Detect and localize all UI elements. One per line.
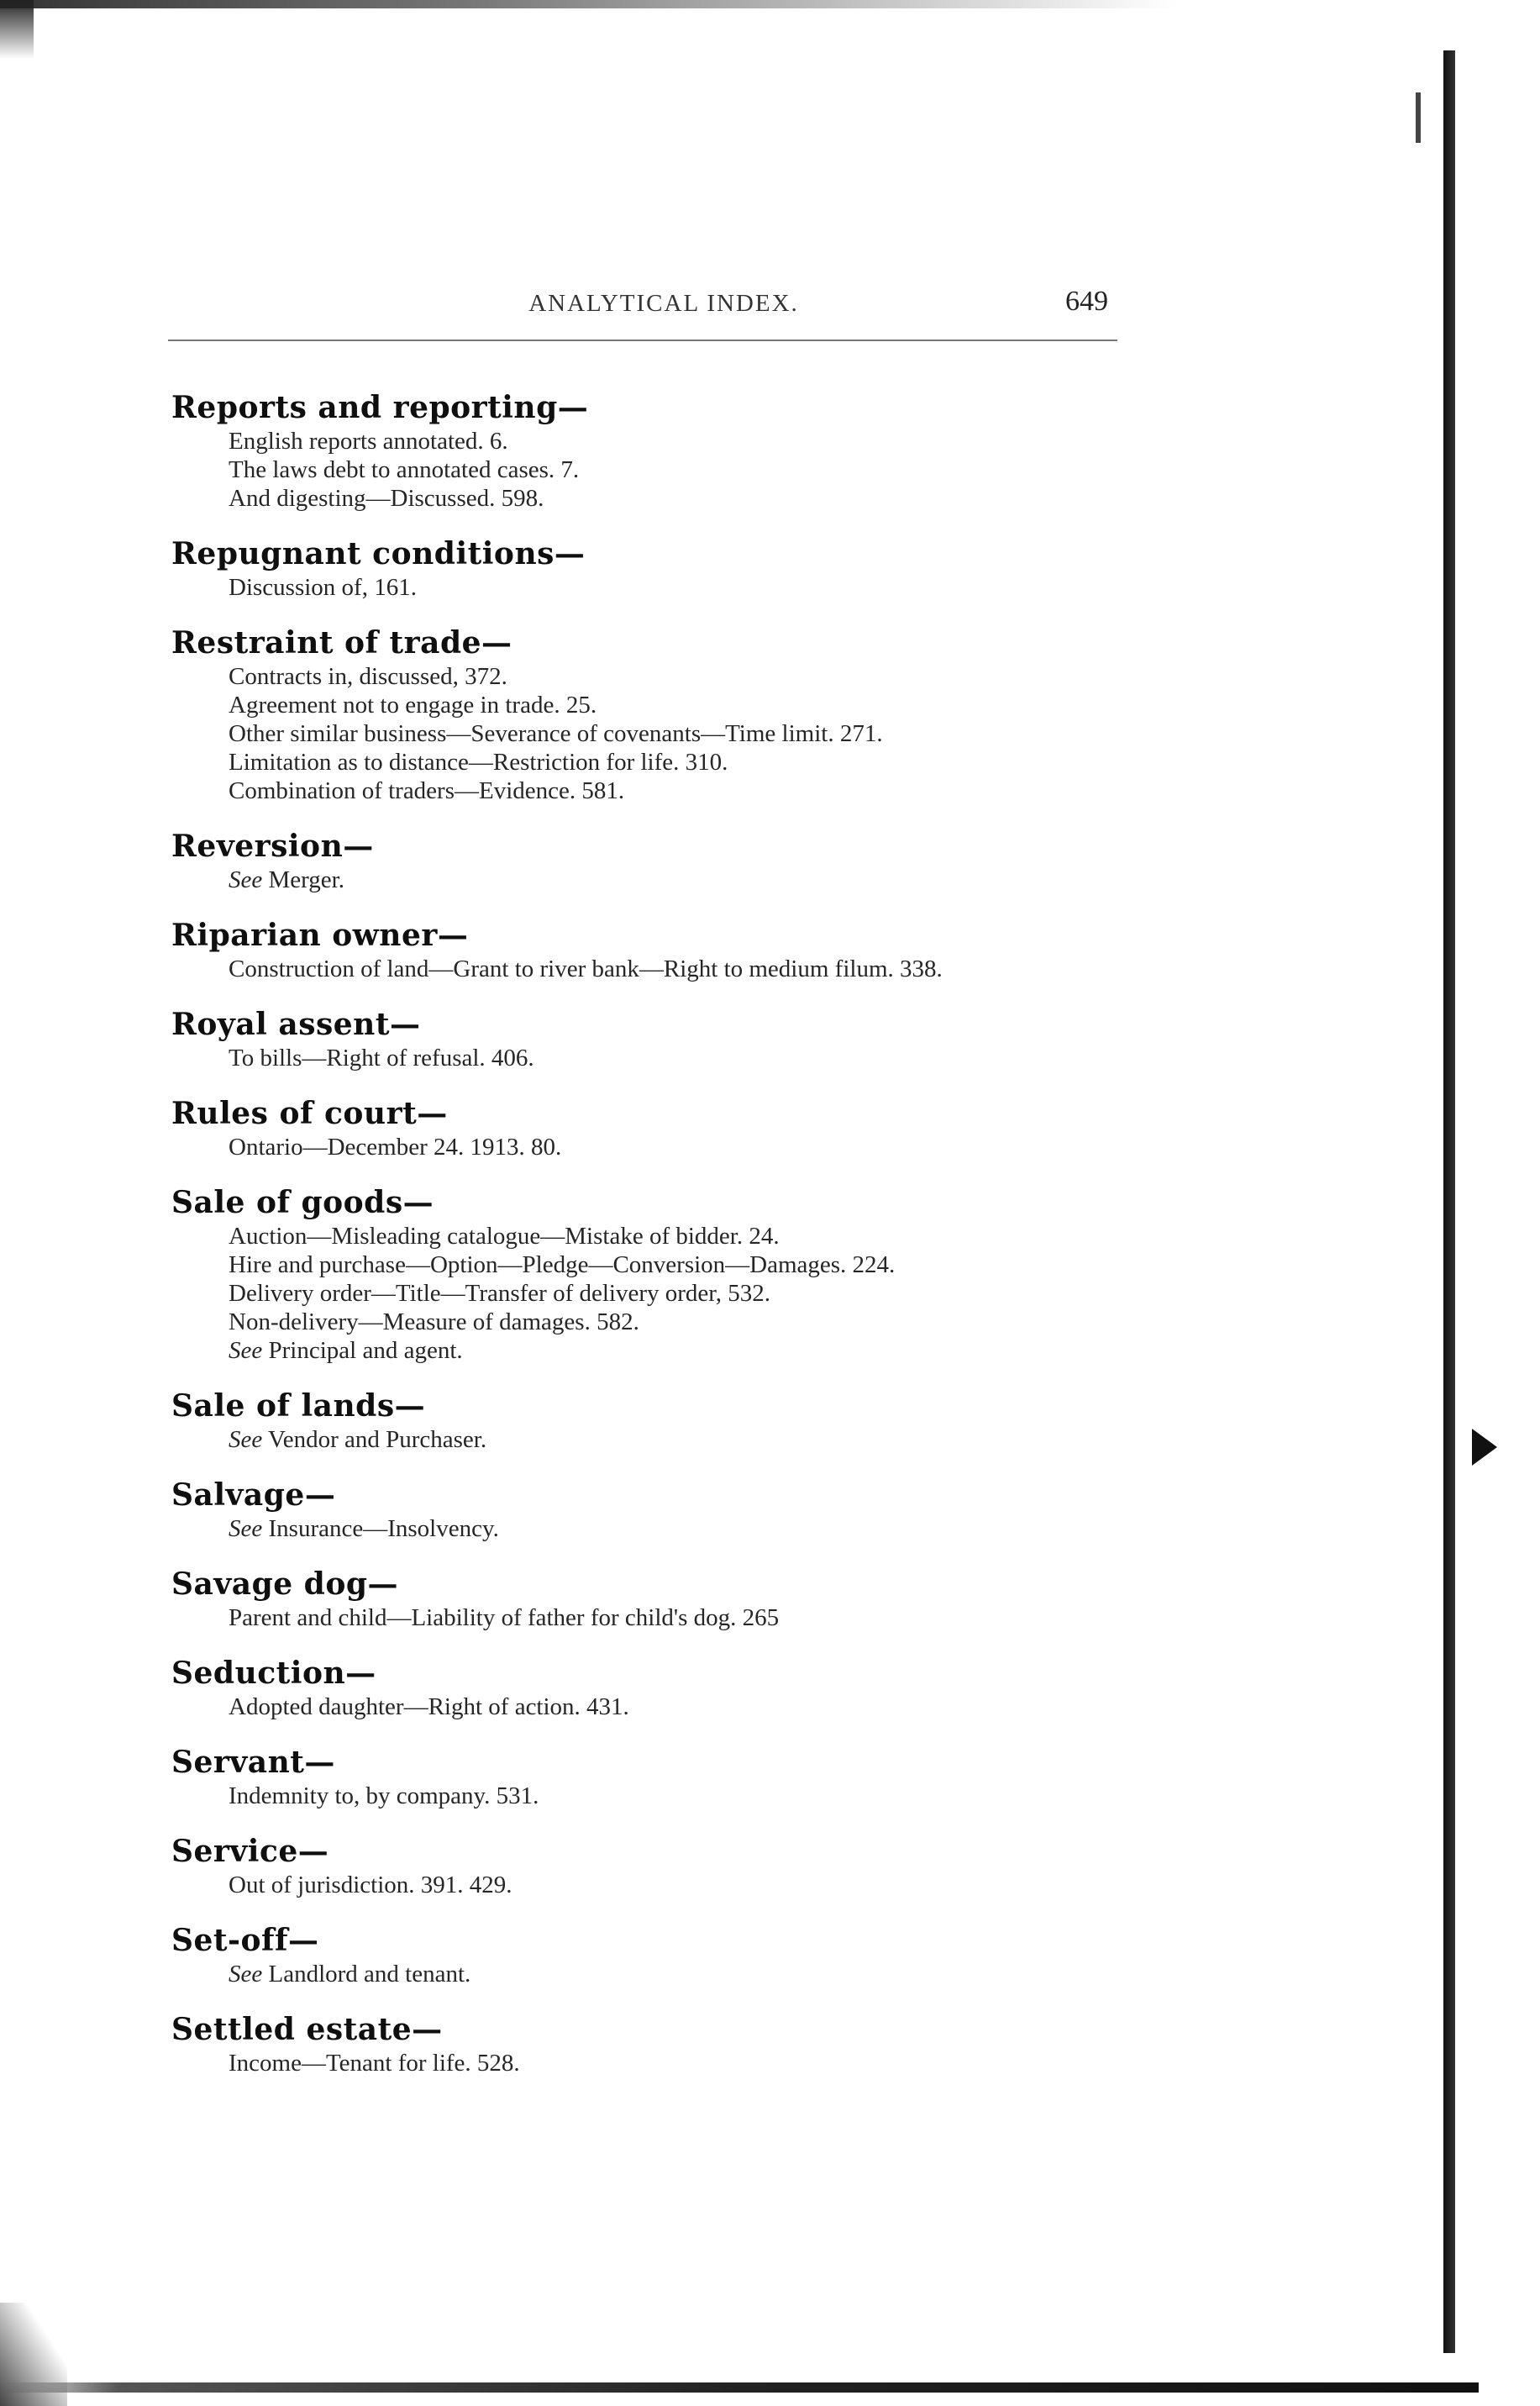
subheading-text: Discussion of, 161. bbox=[229, 574, 417, 601]
subheading-text: Limitation as to distance—Restriction for life. 310. bbox=[229, 749, 728, 776]
entry-heading: Sale of lands— bbox=[171, 1388, 426, 1424]
subheading-text: Principal and agent. bbox=[268, 1337, 463, 1364]
see-reference-label: See bbox=[229, 1426, 263, 1453]
index-entry bbox=[171, 1005, 1180, 1072]
entry-heading: Sale of goods— bbox=[171, 1185, 434, 1220]
index-entry bbox=[171, 1743, 1180, 1810]
scan-notch bbox=[1472, 1429, 1497, 1466]
subheading-text: Delivery order—Title—Transfer of delivery order, 532. bbox=[229, 1280, 771, 1307]
entry-heading: Reports and reporting— bbox=[171, 390, 589, 425]
entry-subheading bbox=[229, 866, 1180, 894]
index-entry bbox=[171, 1387, 1180, 1454]
index-entries bbox=[171, 388, 1180, 2099]
subheading-text: Adopted daughter—Right of action. 431. bbox=[229, 1693, 629, 1720]
subheading-text: Hire and purchase—Option—Pledge—Conversion—Damages. 224. bbox=[229, 1251, 896, 1278]
entry-heading: Reversion— bbox=[171, 829, 374, 864]
entry-heading: Savage dog— bbox=[171, 1566, 399, 1602]
entry-subheading bbox=[229, 1514, 1180, 1543]
entry-subheading bbox=[229, 1693, 1180, 1721]
entry-subheading bbox=[229, 662, 1180, 691]
subheading-text: And digesting—Discussed. 598. bbox=[229, 485, 544, 512]
entry-heading: Salvage— bbox=[171, 1477, 336, 1513]
subheading-text: Auction—Misleading catalogue—Mistake of bidder. 24. bbox=[229, 1223, 780, 1250]
subheading-text: English reports annotated. 6. bbox=[229, 428, 508, 455]
subheading-text: The laws debt to annotated cases. 7. bbox=[229, 456, 580, 483]
subheading-text: Contracts in, discussed, 372. bbox=[229, 663, 507, 690]
entry-subheading bbox=[229, 455, 1180, 484]
scan-edge-bottom bbox=[0, 2382, 1479, 2393]
entry-heading: Settled estate— bbox=[171, 2012, 443, 2047]
subheading-text: Income—Tenant for life. 528. bbox=[229, 2050, 520, 2077]
subheading-text: Agreement not to engage in trade. 25. bbox=[229, 692, 597, 719]
see-reference-label: See bbox=[229, 866, 263, 893]
scan-corner-bottom-left bbox=[0, 2303, 67, 2406]
see-reference-label: See bbox=[229, 1515, 263, 1542]
entry-subheading bbox=[229, 1250, 1180, 1279]
subheading-text: Non-delivery—Measure of damages. 582. bbox=[229, 1308, 639, 1335]
scan-speck bbox=[1416, 92, 1421, 143]
subheading-text: Vendor and Purchaser. bbox=[267, 1426, 487, 1453]
index-entry bbox=[171, 1654, 1180, 1721]
subheading-text: Out of jurisdiction. 391. 429. bbox=[229, 1872, 512, 1898]
entry-subheading bbox=[229, 719, 1180, 748]
subheading-text: Combination of traders—Evidence. 581. bbox=[229, 777, 625, 804]
entry-subheading bbox=[229, 1222, 1180, 1250]
entry-heading: Service— bbox=[171, 1834, 329, 1869]
entry-heading: Seduction— bbox=[171, 1656, 376, 1691]
see-reference-label: See bbox=[229, 1961, 263, 1987]
index-entry bbox=[171, 1183, 1180, 1365]
index-entry bbox=[171, 1921, 1180, 1988]
entry-subheading bbox=[229, 573, 1180, 602]
index-entry bbox=[171, 1094, 1180, 1161]
index-entry bbox=[171, 2010, 1180, 2077]
entry-subheading bbox=[229, 691, 1180, 719]
subheading-text: Indemnity to, by company. 531. bbox=[229, 1782, 539, 1809]
entry-subheading bbox=[229, 777, 1180, 805]
entry-subheading bbox=[229, 1960, 1180, 1988]
subheading-text: To bills—Right of refusal. 406. bbox=[229, 1045, 534, 1071]
entry-subheading bbox=[229, 1044, 1180, 1072]
entry-subheading bbox=[229, 1279, 1180, 1308]
entry-heading: Rules of court— bbox=[171, 1096, 448, 1131]
header-rule bbox=[168, 340, 1117, 341]
entry-subheading bbox=[229, 2049, 1180, 2077]
entry-subheading bbox=[229, 955, 1180, 983]
entry-heading: Repugnant conditions— bbox=[171, 536, 586, 571]
entry-subheading bbox=[229, 427, 1180, 455]
entry-heading: Restraint of trade— bbox=[171, 625, 512, 661]
scan-edge-right bbox=[1443, 50, 1455, 2353]
entry-subheading bbox=[229, 1133, 1180, 1161]
entry-subheading bbox=[229, 484, 1180, 513]
subheading-text: Landlord and tenant. bbox=[268, 1961, 471, 1987]
index-entry bbox=[171, 1565, 1180, 1632]
index-entry bbox=[171, 534, 1180, 602]
index-entry bbox=[171, 624, 1180, 805]
entry-subheading bbox=[229, 1782, 1180, 1810]
entry-subheading bbox=[229, 1336, 1180, 1365]
index-entry bbox=[171, 1476, 1180, 1543]
entry-subheading bbox=[229, 1603, 1180, 1632]
entry-heading: Riparian owner— bbox=[171, 918, 469, 953]
entry-heading: Servant— bbox=[171, 1745, 335, 1780]
subheading-text: Construction of land—Grant to river bank—Right to medium filum. 338. bbox=[229, 956, 943, 982]
entry-subheading bbox=[229, 1308, 1180, 1336]
running-head: ANALYTICAL INDEX. bbox=[528, 290, 799, 317]
index-entry bbox=[171, 1832, 1180, 1899]
scan-edge-top bbox=[0, 0, 1540, 18]
index-entry bbox=[171, 916, 1180, 983]
entry-subheading bbox=[229, 748, 1180, 777]
page-number: 649 bbox=[1065, 286, 1108, 317]
subheading-text: Other similar business—Severance of covenants—Time limit. 271. bbox=[229, 720, 883, 747]
entry-subheading bbox=[229, 1871, 1180, 1899]
entry-heading: Set-off— bbox=[171, 1923, 319, 1958]
entry-subheading bbox=[229, 1425, 1180, 1454]
subheading-text: Insurance—Insolvency. bbox=[268, 1515, 499, 1542]
see-reference-label: See bbox=[229, 1337, 263, 1364]
entry-heading: Royal assent— bbox=[171, 1007, 421, 1042]
subheading-text: Parent and child—Liability of father for child's dog. 265 bbox=[229, 1604, 780, 1631]
index-entry bbox=[171, 827, 1180, 894]
subheading-text: Merger. bbox=[268, 866, 344, 893]
subheading-text: Ontario—December 24. 1913. 80. bbox=[229, 1134, 562, 1161]
index-entry bbox=[171, 388, 1180, 513]
